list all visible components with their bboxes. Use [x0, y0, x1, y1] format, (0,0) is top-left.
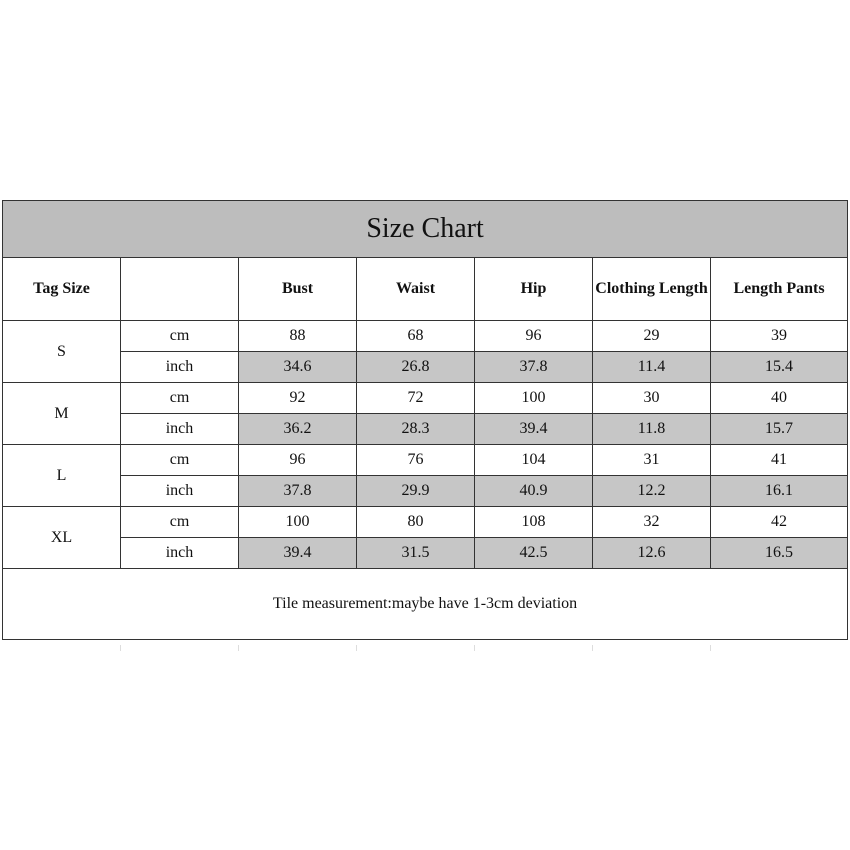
length-pants-value: 15.7 — [711, 414, 848, 445]
unit-label: inch — [121, 352, 239, 383]
table-row — [3, 383, 848, 414]
waist-value: 28.3 — [357, 414, 475, 445]
clothing-length-value: 11.4 — [593, 352, 711, 383]
length-pants-value: 42 — [711, 507, 848, 538]
tick-mark — [710, 645, 711, 651]
table-row — [3, 321, 848, 352]
table-row — [3, 538, 848, 569]
hip-value: 100 — [475, 383, 593, 414]
table-row — [3, 445, 848, 476]
header-hip: Hip — [475, 258, 593, 321]
unit-label: inch — [121, 414, 239, 445]
unit-label: cm — [121, 383, 239, 414]
waist-value: 26.8 — [357, 352, 475, 383]
length-pants-value: 15.4 — [711, 352, 848, 383]
hip-value: 37.8 — [475, 352, 593, 383]
bust-value: 96 — [239, 445, 357, 476]
unit-label: cm — [121, 321, 239, 352]
hip-value: 40.9 — [475, 476, 593, 507]
measurement-note: Tile measurement:maybe have 1-3cm deviation — [3, 569, 848, 640]
length-pants-value: 40 — [711, 383, 848, 414]
hip-value: 42.5 — [475, 538, 593, 569]
table-row — [3, 507, 848, 538]
table-row — [3, 414, 848, 445]
waist-value: 31.5 — [357, 538, 475, 569]
bust-value: 37.8 — [239, 476, 357, 507]
tick-mark — [356, 645, 357, 651]
length-pants-value: 41 — [711, 445, 848, 476]
column-tick-marks — [2, 645, 847, 653]
clothing-length-value: 32 — [593, 507, 711, 538]
bust-value: 39.4 — [239, 538, 357, 569]
tick-mark — [474, 645, 475, 651]
tick-mark — [592, 645, 593, 651]
size-table — [2, 200, 848, 640]
waist-value: 80 — [357, 507, 475, 538]
waist-value: 29.9 — [357, 476, 475, 507]
size-chart — [2, 200, 847, 640]
bust-value: 36.2 — [239, 414, 357, 445]
length-pants-value: 16.1 — [711, 476, 848, 507]
unit-label: cm — [121, 507, 239, 538]
length-pants-value: 16.5 — [711, 538, 848, 569]
tick-mark — [238, 645, 239, 651]
clothing-length-value: 11.8 — [593, 414, 711, 445]
waist-value: 76 — [357, 445, 475, 476]
size-label: S — [3, 321, 121, 383]
hip-value: 104 — [475, 445, 593, 476]
chart-title: Size Chart — [3, 201, 848, 258]
hip-value: 96 — [475, 321, 593, 352]
header-clothing-length: Clothing Length — [593, 258, 711, 321]
waist-value: 72 — [357, 383, 475, 414]
size-label: L — [3, 445, 121, 507]
clothing-length-value: 30 — [593, 383, 711, 414]
hip-value: 39.4 — [475, 414, 593, 445]
unit-label: inch — [121, 476, 239, 507]
clothing-length-value: 29 — [593, 321, 711, 352]
header-unit — [121, 258, 239, 321]
size-label: XL — [3, 507, 121, 569]
bust-value: 34.6 — [239, 352, 357, 383]
header-waist: Waist — [357, 258, 475, 321]
bust-value: 88 — [239, 321, 357, 352]
header-bust: Bust — [239, 258, 357, 321]
tick-mark — [120, 645, 121, 651]
unit-label: inch — [121, 538, 239, 569]
clothing-length-value: 31 — [593, 445, 711, 476]
header-length-pants: Length Pants — [711, 258, 848, 321]
header-tag-size: Tag Size — [3, 258, 121, 321]
unit-label: cm — [121, 445, 239, 476]
table-row — [3, 352, 848, 383]
bust-value: 100 — [239, 507, 357, 538]
table-row — [3, 476, 848, 507]
hip-value: 108 — [475, 507, 593, 538]
bust-value: 92 — [239, 383, 357, 414]
size-label: M — [3, 383, 121, 445]
header-row — [3, 258, 848, 321]
clothing-length-value: 12.2 — [593, 476, 711, 507]
length-pants-value: 39 — [711, 321, 848, 352]
clothing-length-value: 12.6 — [593, 538, 711, 569]
waist-value: 68 — [357, 321, 475, 352]
